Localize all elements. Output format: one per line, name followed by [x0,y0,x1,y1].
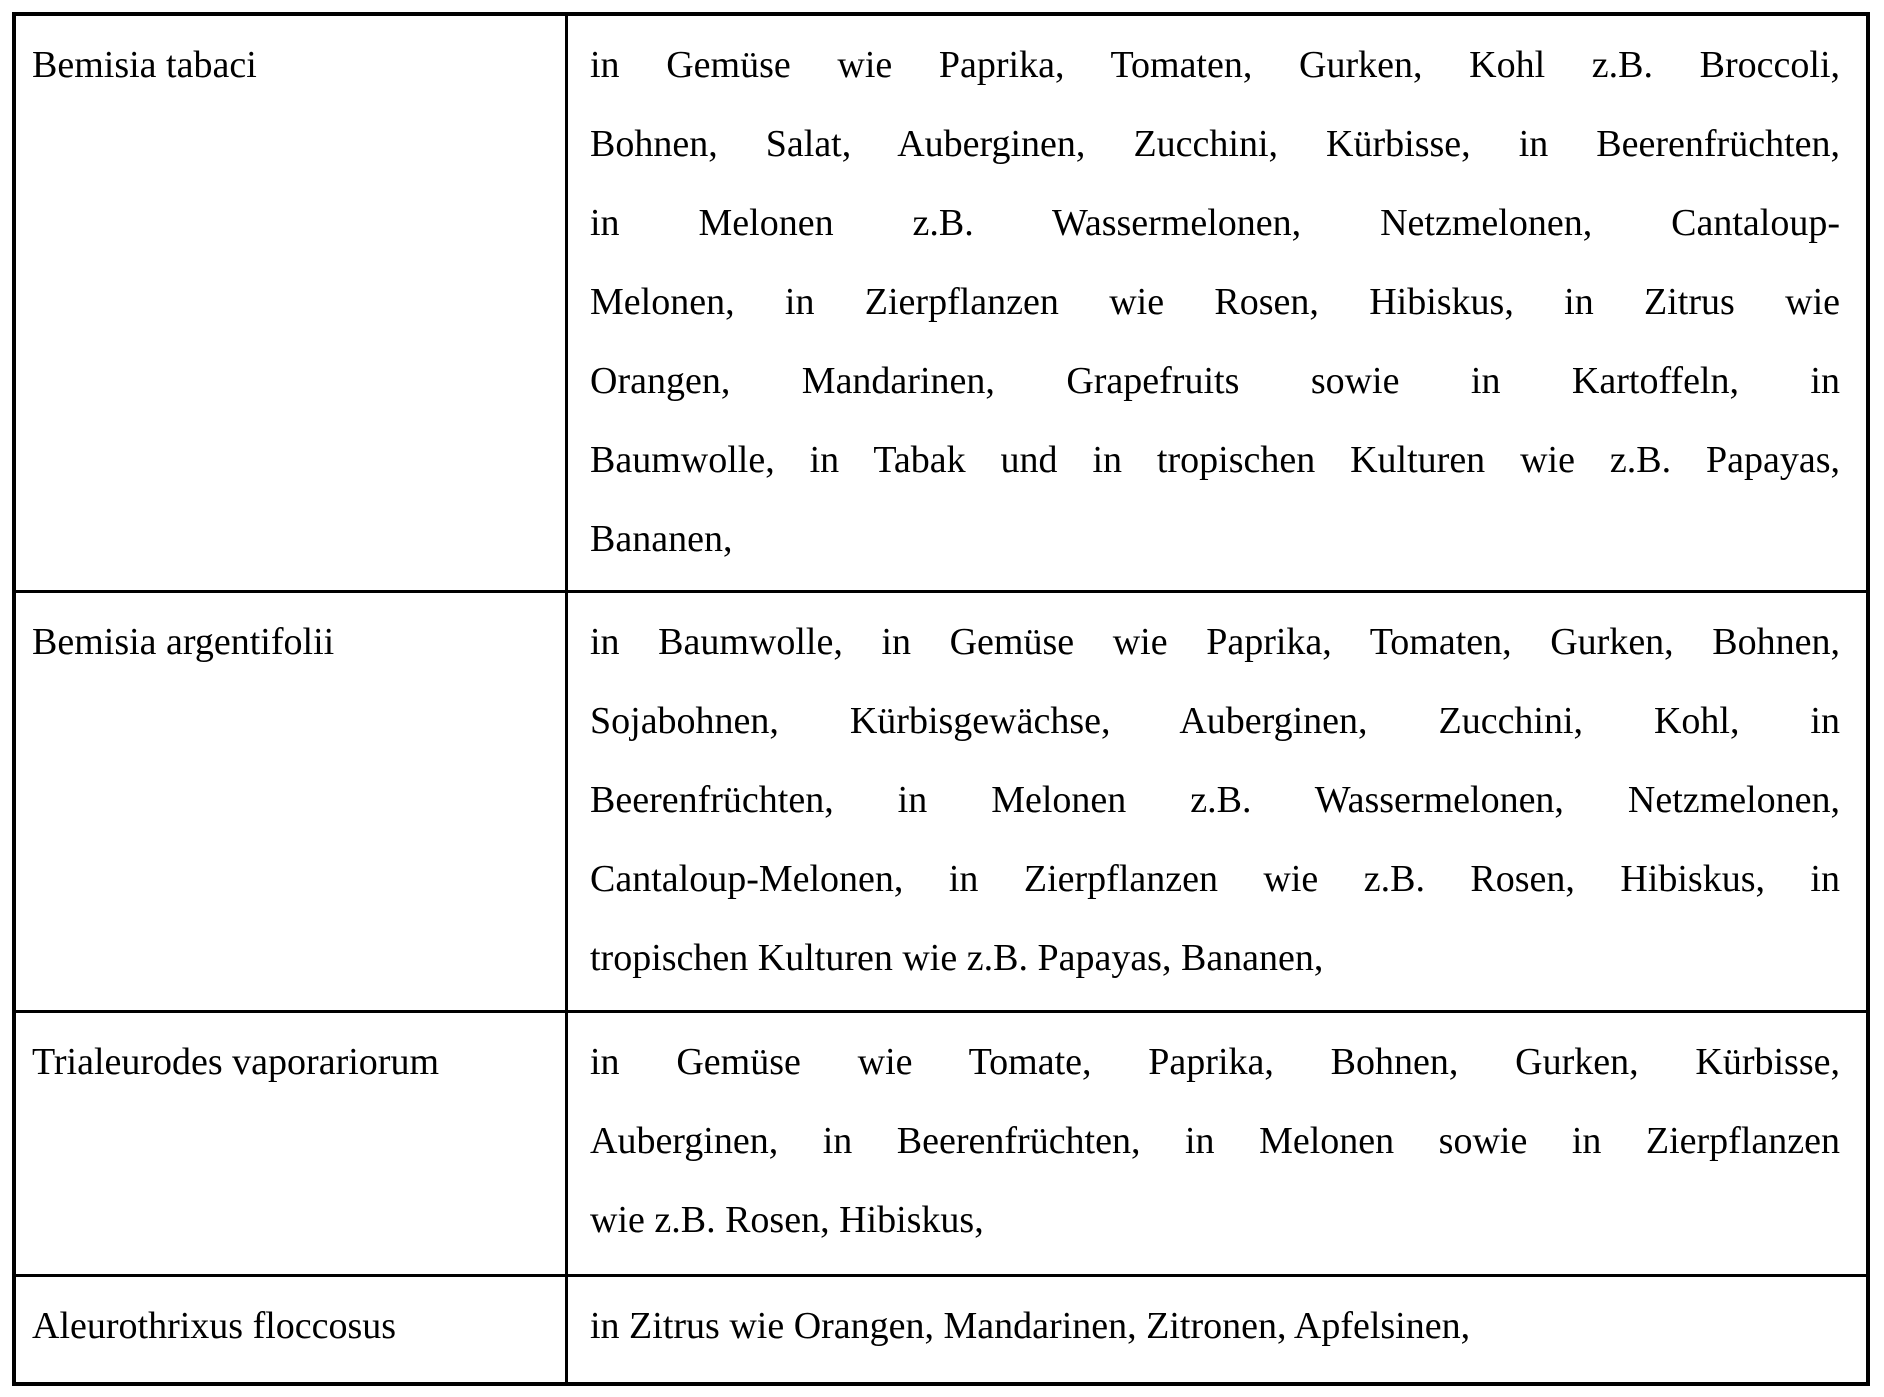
table-row [16,1013,1866,1277]
hosts-line: Auberginen, in Beerenfrüchten, in Melonen sowie in Zierpflanzen [590,1120,1840,1162]
hosts-line: in Zitrus wie Orangen, Mandarinen, Zitronen, Apfelsinen, [590,1305,1471,1347]
table-row [16,16,1866,593]
species-cell [16,1013,568,1274]
table-row [16,1277,1866,1382]
hosts-line: wie z.B. Rosen, Hibiskus, [590,1199,984,1241]
species-name: Trialeurodes vaporariorum [32,1041,439,1083]
hosts-line: in Melonen z.B. Wassermelonen, Netzmelonen, Cantaloup- [590,202,1840,244]
species-name: Bemisia tabaci [32,44,257,86]
hosts-line: Melonen, in Zierpflanzen wie Rosen, Hibiskus, in Zitrus wie [590,281,1840,323]
species-cell [16,593,568,1010]
species-name: Aleurothrixus floccosus [32,1305,397,1347]
hosts-cell [568,16,1866,590]
hosts-line: in Gemüse wie Paprika, Tomaten, Gurken, Kohl z.B. Broccoli, [590,44,1840,86]
hosts-line: Sojabohnen, Kürbisgewächse, Auberginen, Zucchini, Kohl, in [590,700,1840,742]
hosts-line: Baumwolle, in Tabak und in tropischen Kulturen wie z.B. Papayas, [590,439,1840,481]
hosts-line: Beerenfrüchten, in Melonen z.B. Wassermelonen, Netzmelonen, [590,779,1840,821]
hosts-line: Bohnen, Salat, Auberginen, Zucchini, Kürbisse, in Beerenfrüchten, [590,123,1840,165]
species-cell [16,1277,568,1382]
hosts-line: Bananen, [590,518,733,560]
hosts-line: Cantaloup-Melonen, in Zierpflanzen wie z.B. Rosen, Hibiskus, in [590,858,1840,900]
species-cell [16,16,568,590]
hosts-line: Orangen, Mandarinen, Grapefruits sowie in Kartoffeln, in [590,360,1840,402]
hosts-cell [568,1277,1866,1382]
hosts-line: tropischen Kulturen wie z.B. Papayas, Bananen, [590,937,1324,979]
hosts-cell [568,1013,1866,1274]
hosts-line: in Gemüse wie Tomate, Paprika, Bohnen, Gurken, Kürbisse, [590,1041,1840,1083]
species-name: Bemisia argentifolii [32,621,335,663]
table-row [16,593,1866,1013]
hosts-cell [568,593,1866,1010]
hosts-line: in Baumwolle, in Gemüse wie Paprika, Tomaten, Gurken, Bohnen, [590,621,1840,663]
pest-host-table [12,12,1870,1386]
